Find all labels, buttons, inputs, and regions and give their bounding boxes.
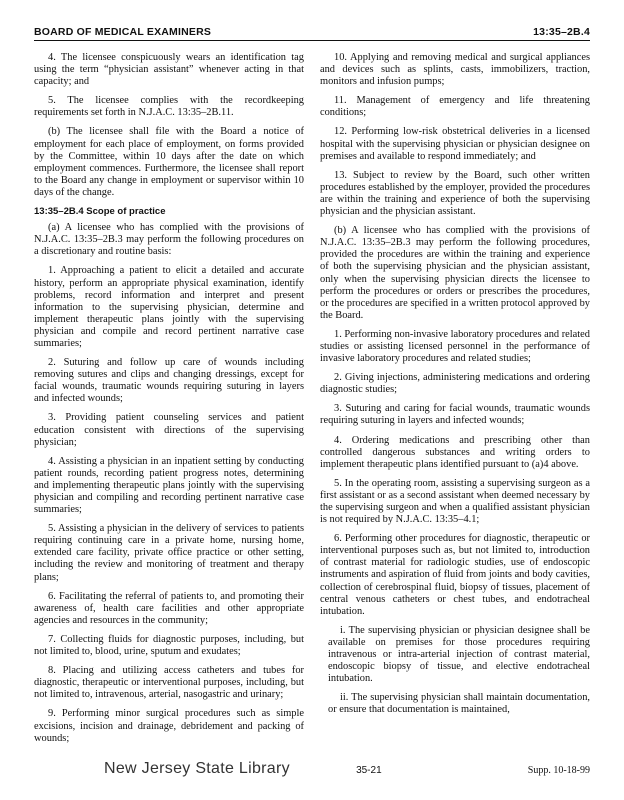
list-item: 8. Placing and utilizing access catheters and tubes for diagnostic, therapeutic or interventional purposes, including, but not limited to, intravenous, arterial, nasogastric and urinary; bbox=[34, 665, 304, 701]
list-item: 2. Suturing and follow up care of wounds including removing sutures and clips and changing dressings, except for facial wounds, traumatic wounds requiring suturing in layers and infected wounds; bbox=[34, 357, 304, 405]
page-number: 35-21 bbox=[356, 765, 382, 776]
right-column bbox=[320, 52, 590, 728]
body-columns bbox=[34, 52, 590, 744]
list-item: 5. In the operating room, assisting a supervising surgeon as a first assistant or as a second assistant when deemed necessary by the supervising surgeon and when a qualified assistant physician is not required by N.J.A.C. 13:35–4.1; bbox=[320, 477, 590, 526]
header-title: BOARD OF MEDICAL EXAMINERS bbox=[34, 26, 212, 38]
list-item: 5. Assisting a physician in the delivery of services to patients requiring continuing care in a private home, nursing home, extended care facility, private office practice or other setting, including the review and monitoring of treatment and therapy plans; bbox=[34, 523, 304, 583]
list-item: 7. Collecting fluids for diagnostic purposes, including, but not limited to, blood, urine, sputum and exudates; bbox=[34, 633, 304, 658]
left-column bbox=[34, 52, 304, 744]
list-item: 2. Giving injections, administering medications and ordering diagnostic studies; bbox=[320, 372, 590, 396]
header-section: 13:35–2B.4 bbox=[533, 26, 590, 38]
sub-list-item: ii. The supervising physician shall maintain documentation, or ensure that documentation is maintained, bbox=[328, 692, 590, 716]
list-item: 6. Performing other procedures for diagnostic, therapeutic or interventional purposes such as, but not limited to, introduction of contrast material for radiologic studies, use of endoscopic instruments and aspiration of fluid from joints and body cavities, collection of cerebrospinal fluid, biopsy of tissues, placement of central venous catheters or chest tubes, and endotracheal intubation. bbox=[320, 533, 590, 617]
paragraph: (b) The licensee shall file with the Board a notice of employment for each place of employment, on forms provided by the Committee, within 10 days after the date on which employment commences. Furthermore, the licensee shall report to the Board any change in employment or supervisor within 10 days of the change. bbox=[34, 126, 304, 198]
list-item: 4. Assisting a physician in an inpatient setting by conducting patient rounds, recording patient progress notes, determining and implementing therapeutic plans jointly with the supervising physician and compiling and recording pertinent narrative case summaries; bbox=[34, 455, 304, 516]
sub-list-item: i. The supervising physician or physician designee shall be available on premises for those procedures requiring intravenous or intra-arterial injection of contrast material, endoscopic biopsy of tissue, and elective endotracheal intubation. bbox=[328, 624, 590, 685]
list-item: 3. Suturing and caring for facial wounds, traumatic wounds requiring suturing in layers and infected wounds; bbox=[320, 403, 590, 427]
section-heading: 13:35–2B.4 Scope of practice bbox=[34, 206, 166, 218]
list-item: 9. Performing minor surgical procedures such as simple excisions, incision and drainage, debridement and packing of wounds; bbox=[34, 708, 304, 744]
list-item: 10. Applying and removing medical and surgical appliances and devices such as splints, casts, immobilizers, traction, monitors and infusion pumps; bbox=[320, 52, 590, 88]
paragraph: 5. The licensee complies with the recordkeeping requirements set forth in N.J.A.C. 13:35–2B.11. bbox=[34, 95, 304, 119]
supplement-date: Supp. 10-18-99 bbox=[527, 765, 590, 776]
list-item: 6. Facilitating the referral of patients to, and promoting their awareness of, health care facilities and other appropriate agencies and resources in the community; bbox=[34, 590, 304, 626]
list-item: 12. Performing low-risk obstetrical deliveries in a licensed hospital with the supervising physician or physician designee on premises and available to respond immediately; and bbox=[320, 126, 590, 162]
paragraph: (b) A licensee who has complied with the provisions of N.J.A.C. 13:35–2B.3 may perform the following procedures, provided the procedures are within the training and experience of both the supervising physician and the physician assistant, only when the supervising physician directs the licensee to perform the procedures or orders or prescribes the procedures, or the procedures are specified in a written protocol approved by the Board. bbox=[320, 225, 590, 321]
paragraph: 4. The licensee conspicuously wears an identification tag using the term “physician assistant” whenever acting in that capacity; and bbox=[34, 52, 304, 88]
running-header bbox=[34, 26, 590, 41]
list-item: 3. Providing patient counseling services and patient education consistent with directions of the supervising physician; bbox=[34, 412, 304, 448]
list-item: 1. Performing non-invasive laboratory procedures and related studies or assisting licensed personnel in the performance of invasive laboratory procedures and related studies; bbox=[320, 328, 590, 365]
list-item: 1. Approaching a patient to elicit a detailed and accurate history, perform an appropriate physical examination, identify problems, record information and interpret and present information to the supervising physician, determine and implement therapeutic plans jointly with the supervising physician and compile and record pertinent narrative case summaries; bbox=[34, 265, 304, 349]
paragraph: (a) A licensee who has complied with the provisions of N.J.A.C. 13:35–2B.3 may perform the following procedures on a discretionary and routine basis: bbox=[34, 222, 304, 258]
list-item: 13. Subject to review by the Board, such other written procedures established by the employer, provided the procedures are within the training and experience of both the supervising physician and the physician assistant. bbox=[320, 169, 590, 218]
list-item: 4. Ordering medications and prescribing other than controlled dangerous substances and writing orders to implement therapeutic plans identified pursuant to (a)4 above. bbox=[320, 434, 590, 470]
list-item: 11. Management of emergency and life threatening conditions; bbox=[320, 95, 590, 119]
page-footer bbox=[34, 760, 590, 778]
library-stamp: New Jersey State Library bbox=[104, 760, 290, 777]
